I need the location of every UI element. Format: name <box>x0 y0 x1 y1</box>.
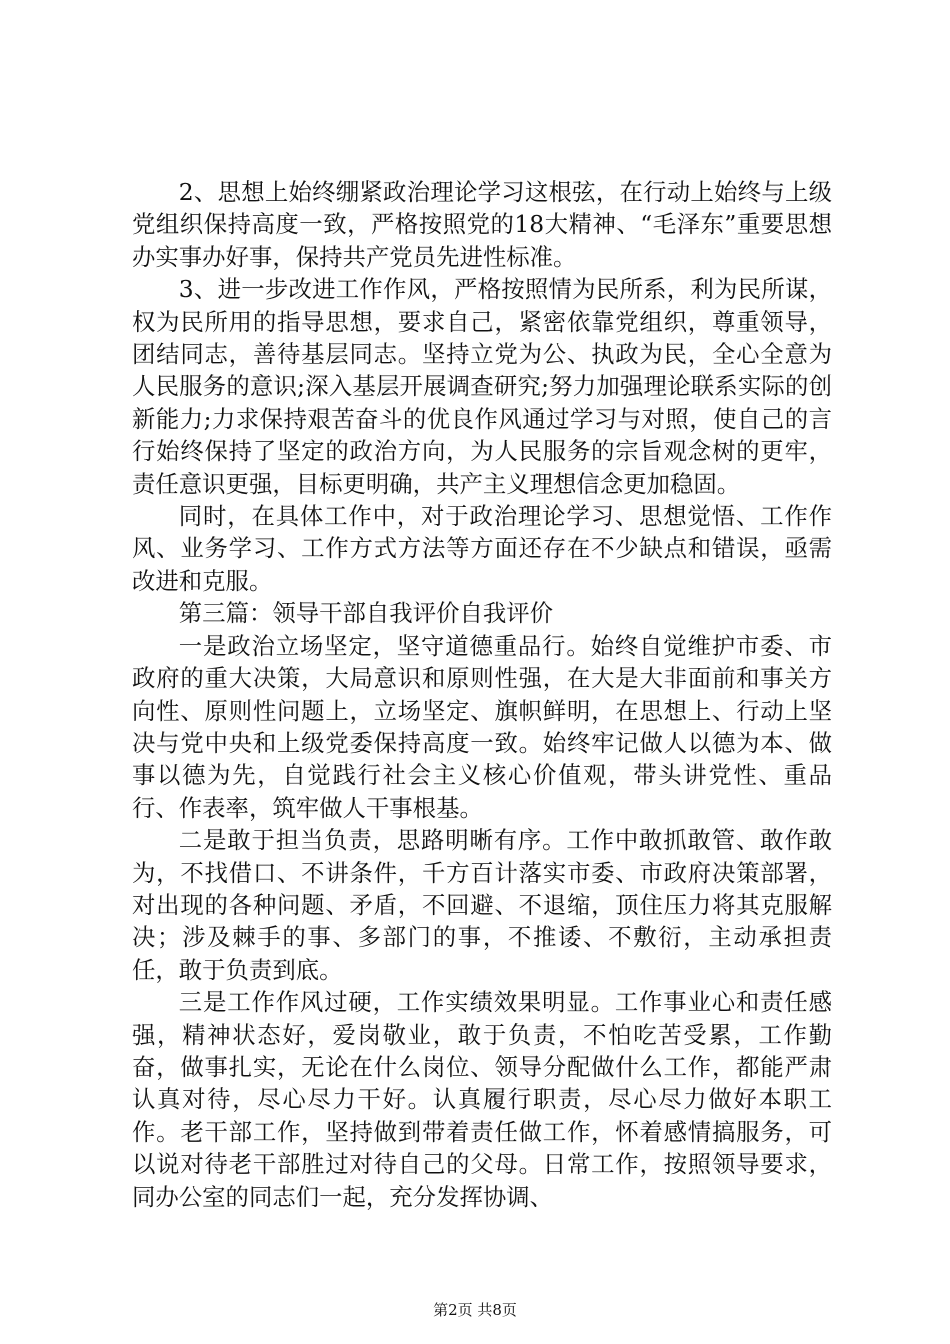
paragraph-third-point: 三是工作作风过硬，工作实绩效果明显。工作事业心和责任感强，精神状态好，爱岗敬业，敢于负责，不怕吃苦受累，工作勤奋，做事扎实，无论在什么岗位、领导分配做什么工作，都能严肃认真对待，尽心尽力干好。认真履行职责，尽心尽力做好本职工作。老干部工作，坚持做到带着责任做工作，怀着感情搞服务，可以说对待老干部胜过对待自己的父母。日常工作，按照领导要求，同办公室的同志们一起，充分发挥协调、 <box>132 988 832 1211</box>
page-footer: 第2页 共8页 <box>433 1301 517 1319</box>
paragraph-meanwhile: 同时，在具体工作中，对于政治理论学习、思想觉悟、工作作风、业务学习、工作方式方法等方面还存在不少缺点和错误，亟需改进和克服。 <box>132 502 832 595</box>
section-heading: 第三篇：领导干部自我评价自我评价 <box>178 599 554 628</box>
document-body <box>132 176 832 1213</box>
paragraph-item-2: 2、思想上始终绷紧政治理论学习这根弦，在行动上始终与上级党组织保持高度一致，严格按照党的18大精神、“毛泽东”重要思想办实事办好事，保持共产党员先进性标准。 <box>132 178 832 271</box>
paragraph-item-3: 3、进一步改进工作作风，严格按照情为民所系，利为民所谋，权为民所用的指导思想，要求自己，紧密依靠党组织，尊重领导，团结同志，善待基层同志。坚持立党为公、执政为民，全心全意为人民服务的意识;深入基层开展调查研究;努力加强理论联系实际的创新能力;力求保持艰苦奋斗的优良作风通过学习与对照，使自己的言行始终保持了坚定的政治方向，为人民服务的宗旨观念树的更牢，责任意识更强，目标更明确，共产主义理想信念更加稳固。 <box>132 275 832 498</box>
paragraph-first-point: 一是政治立场坚定，坚守道德重品行。始终自觉维护市委、市政府的重大决策，大局意识和原则性强，在大是大非面前和事关方向性、原则性问题上，立场坚定、旗帜鲜明，在思想上、行动上坚决与党中央和上级党委保持高度一致。始终牢记做人以德为本、做事以德为先，自觉践行社会主义核心价值观，带头讲党性、重品行、作表率，筑牢做人干事根基。 <box>132 631 832 822</box>
paragraph-second-point: 二是敢于担当负责，思路明晰有序。工作中敢抓敢管、敢作敢为，不找借口、不讲条件，千方百计落实市委、市政府决策部署，对出现的各种问题、矛盾，不回避、不退缩，顶住压力将其克服解决；涉及棘手的事、多部门的事，不推诿、不敷衍，主动承担责任，敢于负责到底。 <box>132 826 832 984</box>
